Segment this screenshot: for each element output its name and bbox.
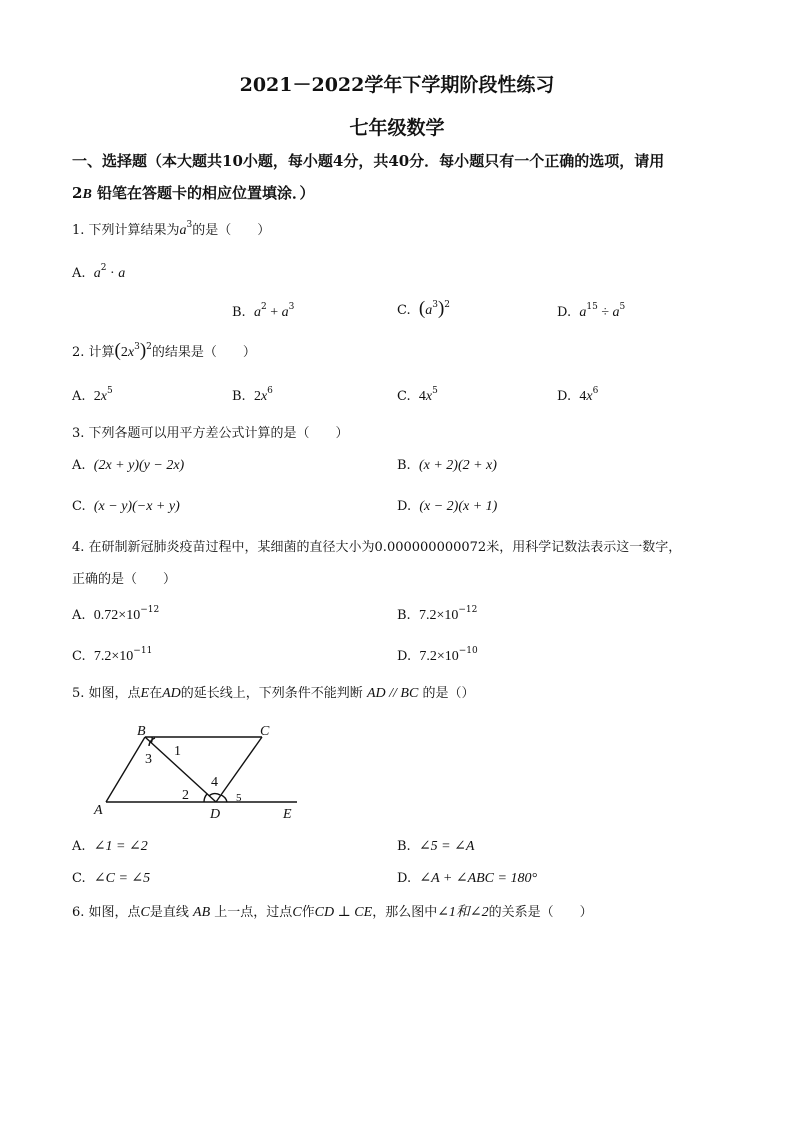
question-3-option-d: D. (x − 2)(x + 1) <box>397 499 498 514</box>
question-4-option-c: C. $7.2\times 10^{-11}$ <box>72 646 153 664</box>
question-5-option-d: D. ∠A + ∠ABC = 180° <box>397 871 538 886</box>
question-4-option-b: B. $7.2\times 10^{-12}$ <box>397 605 478 623</box>
point-label-d: D <box>210 807 221 822</box>
question-5-option-c: C. ∠C = ∠5 <box>72 871 151 886</box>
question-1-option-b: B. $a^2 + a^3$ <box>232 302 295 320</box>
segment-ab <box>106 737 145 802</box>
question-3-option-c: C. (x − y)(−x + y) <box>72 499 180 514</box>
question-5-option-b: B. ∠5 = ∠A <box>397 839 475 854</box>
question-1-option-c: C. $(a^3)^2$ <box>397 298 451 319</box>
question-4-stem-line2: 正确的是（ ） <box>72 572 177 587</box>
question-3-stem: 3. 下列各题可以用平方差公式计算的是（ ） <box>72 426 349 441</box>
question-2-stem: 2. 计算$(2x^3)^2$的结果是（ ） <box>72 340 256 361</box>
angle-label-2: 2 <box>182 788 189 803</box>
question-6-stem: 6. 如图，点C是直线 AB 上一点，过点C作CD ⊥ CE，那么图中∠1和∠2的关系是（ ） <box>72 905 593 920</box>
section-heading-line2: 2B 铅笔在答题卡的相应位置填涂．） <box>72 184 315 202</box>
section-heading-line1: 一、选择题（本大题共10小题，每小题4分，共40分．每小题只有一个正确的选项，请用 <box>72 152 665 170</box>
angle-label-4: 4 <box>211 775 218 790</box>
angle-arc-2 <box>204 794 207 802</box>
question-5-figure <box>90 720 310 825</box>
question-1-option-a: A. $a^2 \cdot a$ <box>72 263 126 281</box>
question-2-option-b: B. $2x^6$ <box>232 386 273 404</box>
question-4-stem-line1: 4. 在研制新冠肺炎疫苗过程中，某细菌的直径大小为0.000000000072米，用科学记数法表示这一数字， <box>72 540 682 555</box>
page-title: 2021－2022学年下学期阶段性练习 <box>239 74 555 96</box>
angle-label-1: 1 <box>174 744 181 759</box>
question-1-stem: 1. 下列计算结果为$a^3$的是（ ） <box>72 220 271 238</box>
point-label-e: E <box>283 807 292 822</box>
angle-label-5: 5 <box>236 792 242 804</box>
question-4-option-a: A. $0.72\times 10^{-12}$ <box>72 605 160 623</box>
question-2-option-d: D. $4x^6$ <box>557 386 599 404</box>
question-3-option-b: B. (x + 2)(2 + x) <box>397 458 497 473</box>
page-subtitle: 七年级数学 <box>349 117 445 139</box>
question-5-stem: 5. 如图，点E在AD的延长线上，下列条件不能判断 AD // BC 的是（） <box>72 686 475 701</box>
question-2-option-c: C. $4x^5$ <box>397 386 438 404</box>
point-label-b: B <box>137 724 146 739</box>
point-label-c: C <box>260 724 270 739</box>
angle-arc-5 <box>221 795 227 802</box>
point-label-a: A <box>94 803 103 818</box>
question-3-option-a: A. (2x + y)(y − 2x) <box>72 458 185 473</box>
angle-label-3: 3 <box>145 752 152 767</box>
angle-arc-4 <box>209 794 220 796</box>
question-4-option-d: D. $7.2\times 10^{-10}$ <box>397 646 478 664</box>
question-1-option-d: D. $a^{15} \div a^5$ <box>557 302 626 320</box>
question-5-option-a: A. ∠1 = ∠2 <box>72 839 148 854</box>
question-2-option-a: A. $2x^5$ <box>72 386 113 404</box>
